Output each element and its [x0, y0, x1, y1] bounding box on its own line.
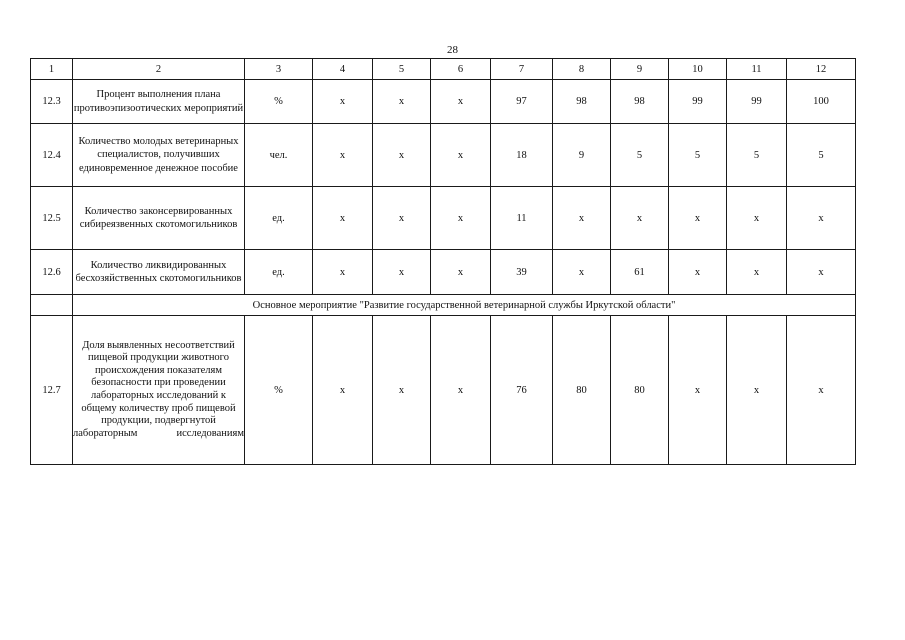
value-cell: x [669, 316, 727, 465]
value-cell: x [727, 250, 787, 295]
value-cell: 80 [611, 316, 669, 465]
value-cell: x [727, 316, 787, 465]
value-cell: x [313, 124, 373, 187]
page-number: 28 [447, 44, 458, 56]
header-cell: 4 [313, 59, 373, 80]
header-cell: 2 [73, 59, 245, 80]
header-cell: 6 [431, 59, 491, 80]
header-row [31, 59, 856, 80]
section-title: Основное мероприятие "Развитие государственной ветеринарной службы Иркутской области" [73, 295, 856, 316]
value-cell: x [611, 187, 669, 250]
value-cell: x [727, 187, 787, 250]
value-cell: x [787, 316, 856, 465]
value-cell: x [431, 250, 491, 295]
value-cell: 5 [669, 124, 727, 187]
value-cell: x [553, 187, 611, 250]
row-number: 12.4 [31, 124, 73, 187]
value-cell: 76 [491, 316, 553, 465]
table-row [31, 250, 856, 295]
header-cell: 12 [787, 59, 856, 80]
value-cell: x [373, 80, 431, 124]
value-cell: 5 [727, 124, 787, 187]
section-blank [31, 295, 73, 316]
value-cell: x [373, 250, 431, 295]
value-cell: 5 [787, 124, 856, 187]
indicator-name: Количество ликвидированных бесхозяйственных скотомогильников [73, 250, 245, 295]
value-cell: 61 [611, 250, 669, 295]
value-cell: 98 [611, 80, 669, 124]
indicator-name: Процент выполнения плана противоэпизоотических мероприятий [73, 80, 245, 124]
value-cell: x [313, 80, 373, 124]
table-row [31, 124, 856, 187]
value-cell: x [787, 187, 856, 250]
value-cell: x [431, 316, 491, 465]
value-cell: x [431, 124, 491, 187]
indicator-name: Доля выявленных несоответствий пищевой продукции животного происхождения показателям безопасности при проведении лабораторных исследований к общему количеству проб пищевой продукции, подвергнутой лабораторным исследованиям [73, 316, 245, 465]
table-row [31, 80, 856, 124]
value-cell: 39 [491, 250, 553, 295]
value-cell: 9 [553, 124, 611, 187]
header-cell: 8 [553, 59, 611, 80]
value-cell: x [431, 80, 491, 124]
value-cell: 98 [553, 80, 611, 124]
unit-cell: % [245, 80, 313, 124]
value-cell: x [669, 187, 727, 250]
value-cell: x [313, 316, 373, 465]
table-row [31, 316, 856, 465]
unit-cell: чел. [245, 124, 313, 187]
value-cell: x [373, 124, 431, 187]
value-cell: x [553, 250, 611, 295]
row-number: 12.3 [31, 80, 73, 124]
header-cell: 1 [31, 59, 73, 80]
row-number: 12.7 [31, 316, 73, 465]
value-cell: 11 [491, 187, 553, 250]
value-cell: x [373, 187, 431, 250]
header-cell: 9 [611, 59, 669, 80]
value-cell: x [313, 187, 373, 250]
value-cell: 100 [787, 80, 856, 124]
unit-cell: ед. [245, 187, 313, 250]
value-cell: x [373, 316, 431, 465]
header-cell: 7 [491, 59, 553, 80]
indicator-name: Количество молодых ветеринарных специалистов, получивших единовременное денежное пособие [73, 124, 245, 187]
header-cell: 5 [373, 59, 431, 80]
value-cell: x [313, 250, 373, 295]
table-row [31, 187, 856, 250]
value-cell: 5 [611, 124, 669, 187]
value-cell: 97 [491, 80, 553, 124]
value-cell: 99 [727, 80, 787, 124]
row-number: 12.6 [31, 250, 73, 295]
header-cell: 3 [245, 59, 313, 80]
header-cell: 10 [669, 59, 727, 80]
value-cell: x [787, 250, 856, 295]
indicator-name: Количество законсервированных сибиреязвенных скотомогильников [73, 187, 245, 250]
value-cell: 18 [491, 124, 553, 187]
value-cell: x [431, 187, 491, 250]
row-number: 12.5 [31, 187, 73, 250]
section-row [31, 295, 856, 316]
value-cell: 80 [553, 316, 611, 465]
unit-cell: % [245, 316, 313, 465]
value-cell: 99 [669, 80, 727, 124]
indicators-table [30, 58, 856, 465]
header-cell: 11 [727, 59, 787, 80]
unit-cell: ед. [245, 250, 313, 295]
value-cell: x [669, 250, 727, 295]
